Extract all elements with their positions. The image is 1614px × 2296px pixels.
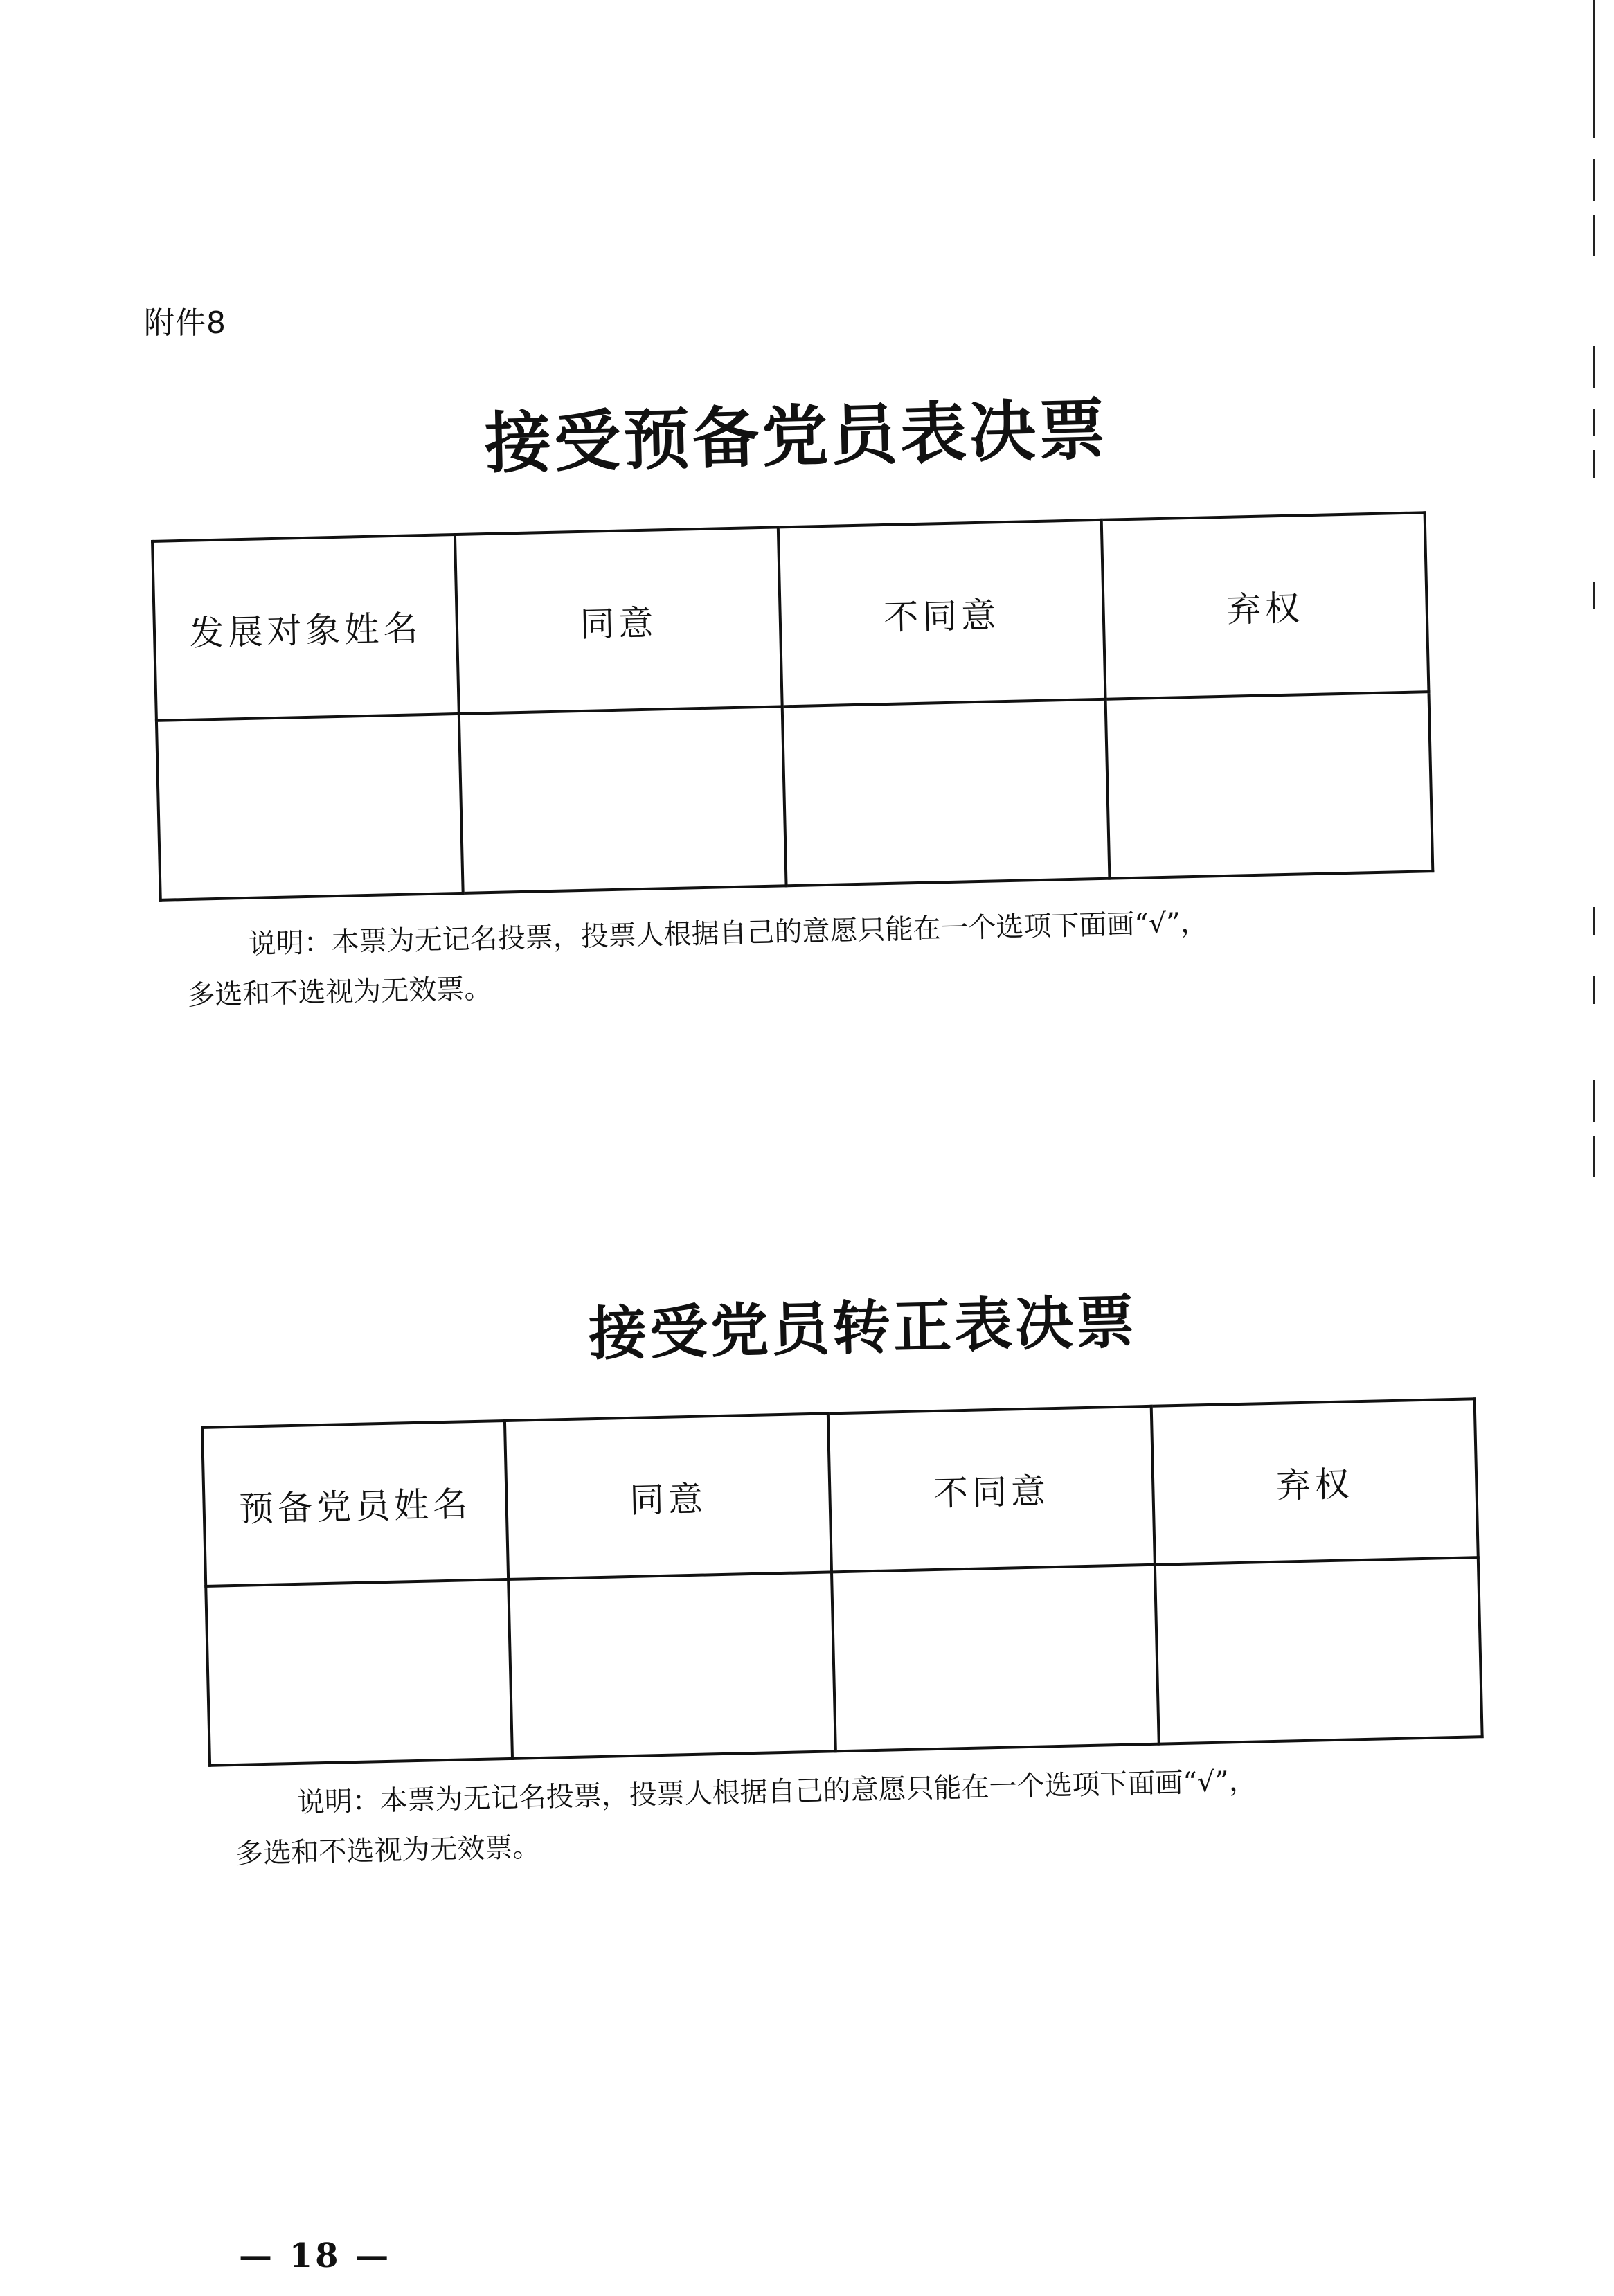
ballot-title-probationary: 接受预备党员表决票 <box>483 390 1109 483</box>
attachment-label: 附件8 <box>144 305 226 341</box>
cell-disagree[interactable] <box>782 699 1110 886</box>
header-member-name: 预备党员姓名 <box>202 1421 508 1586</box>
page-number: — 18 — <box>239 2236 392 2275</box>
header-agree: 同意 <box>505 1413 832 1579</box>
ballot-note-full-member <box>234 1757 1258 1879</box>
ballot-table-probationary <box>151 511 1434 902</box>
ballot-title-full-member: 接受党员转正表决票 <box>588 1287 1138 1368</box>
header-agree: 同意 <box>455 527 782 714</box>
ballot-note-probationary <box>186 898 1210 1021</box>
cell-disagree[interactable] <box>832 1565 1159 1752</box>
note-line: 多选和不选视为无效票。 <box>186 972 492 1012</box>
header-abstain: 弃权 <box>1102 512 1429 699</box>
cell-candidate-name[interactable] <box>156 714 463 900</box>
ballot-header-row <box>202 1399 1478 1586</box>
header-disagree: 不同意 <box>778 520 1106 707</box>
note-line: 说明：本票为无记名投票，投票人根据自己的意愿只能在一个选项下面画“√”， <box>248 906 1209 960</box>
note-line: 多选和不选视为无效票。 <box>235 1831 541 1870</box>
scan-edge-marks <box>1593 0 1600 1246</box>
cell-abstain[interactable] <box>1155 1557 1482 1744</box>
ballot-vote-row <box>206 1557 1482 1766</box>
header-disagree: 不同意 <box>828 1406 1155 1572</box>
header-abstain: 弃权 <box>1151 1399 1478 1565</box>
cell-abstain[interactable] <box>1106 692 1433 879</box>
header-candidate-name: 发展对象姓名 <box>152 535 459 721</box>
cell-member-name[interactable] <box>206 1579 512 1766</box>
cell-agree[interactable] <box>508 1572 836 1759</box>
cell-agree[interactable] <box>459 706 787 893</box>
ballot-table-full-member <box>201 1397 1484 1767</box>
ballot-vote-row <box>156 692 1433 900</box>
note-line: 说明：本票为无记名投票，投票人根据自己的意愿只能在一个选项下面画“√”， <box>296 1765 1257 1819</box>
ballot-header-row <box>152 512 1428 721</box>
